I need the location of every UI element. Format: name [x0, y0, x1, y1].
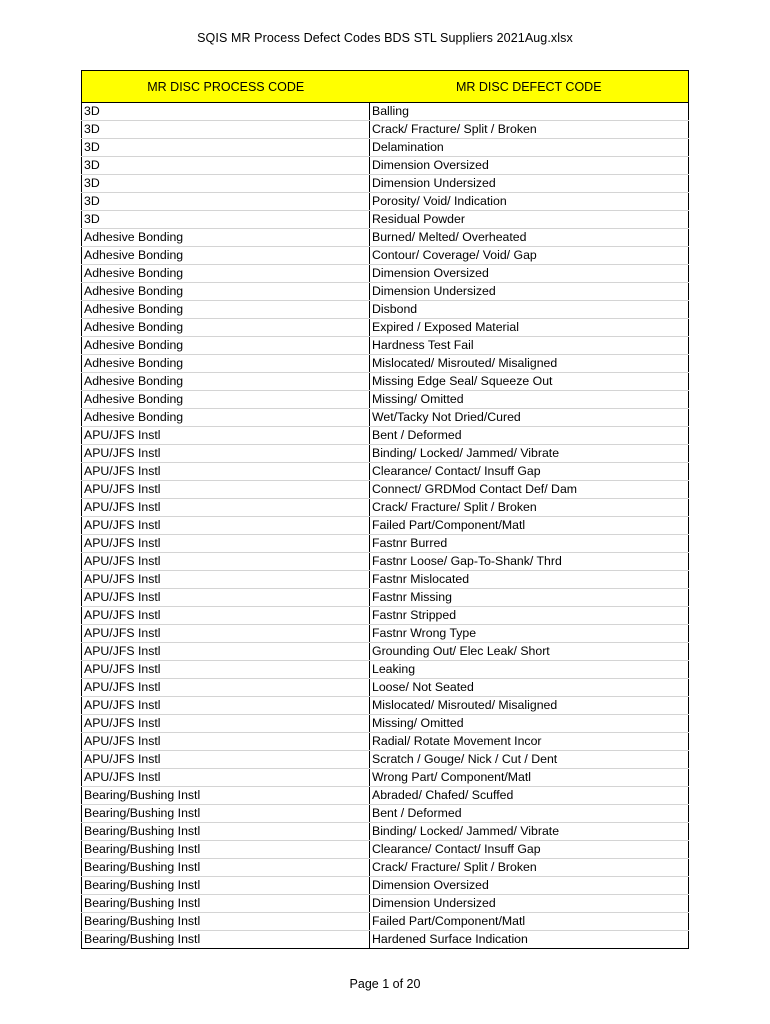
table-row — [82, 229, 689, 247]
table-row — [82, 301, 689, 319]
table-row — [82, 643, 689, 661]
column-header-defect-code: MR DISC DEFECT CODE — [370, 71, 689, 103]
defect-code-cell: Delamination — [370, 139, 689, 157]
table-row — [82, 103, 689, 121]
defect-code-cell: Radial/ Rotate Movement Incor — [370, 733, 689, 751]
table-row — [82, 787, 689, 805]
table-row — [82, 733, 689, 751]
table-row — [82, 283, 689, 301]
defect-code-cell: Fastnr Missing — [370, 589, 689, 607]
process-code-cell: APU/JFS Instl — [82, 535, 370, 553]
process-code-cell: APU/JFS Instl — [82, 463, 370, 481]
process-code-cell: Bearing/Bushing Instl — [82, 913, 370, 931]
defect-code-cell: Wrong Part/ Component/Matl — [370, 769, 689, 787]
process-code-cell: 3D — [82, 211, 370, 229]
process-code-cell: Adhesive Bonding — [82, 319, 370, 337]
table-row — [82, 895, 689, 913]
defect-code-cell: Fastnr Burred — [370, 535, 689, 553]
defect-code-cell: Crack/ Fracture/ Split / Broken — [370, 499, 689, 517]
process-code-cell: APU/JFS Instl — [82, 481, 370, 499]
defect-code-cell: Connect/ GRDMod Contact Def/ Dam — [370, 481, 689, 499]
defect-code-cell: Wet/Tacky Not Dried/Cured — [370, 409, 689, 427]
process-code-cell: Adhesive Bonding — [82, 391, 370, 409]
process-code-cell: Adhesive Bonding — [82, 337, 370, 355]
defect-code-cell: Failed Part/Component/Matl — [370, 913, 689, 931]
process-code-cell: APU/JFS Instl — [82, 643, 370, 661]
process-code-cell: Bearing/Bushing Instl — [82, 787, 370, 805]
defect-code-cell: Crack/ Fracture/ Split / Broken — [370, 859, 689, 877]
process-code-cell: 3D — [82, 193, 370, 211]
table-row — [82, 355, 689, 373]
defect-code-cell: Scratch / Gouge/ Nick / Cut / Dent — [370, 751, 689, 769]
table-row — [82, 571, 689, 589]
defect-code-cell: Dimension Undersized — [370, 175, 689, 193]
process-code-cell: Bearing/Bushing Instl — [82, 805, 370, 823]
table-row — [82, 391, 689, 409]
defect-code-cell: Binding/ Locked/ Jammed/ Vibrate — [370, 823, 689, 841]
process-code-cell: Bearing/Bushing Instl — [82, 931, 370, 949]
process-code-cell: Adhesive Bonding — [82, 301, 370, 319]
defect-code-cell: Residual Powder — [370, 211, 689, 229]
defect-code-cell: Fastnr Stripped — [370, 607, 689, 625]
defect-code-cell: Missing/ Omitted — [370, 391, 689, 409]
table-row — [82, 157, 689, 175]
defect-code-cell: Dimension Oversized — [370, 157, 689, 175]
process-code-cell: APU/JFS Instl — [82, 679, 370, 697]
process-code-cell: Bearing/Bushing Instl — [82, 895, 370, 913]
process-code-cell: APU/JFS Instl — [82, 517, 370, 535]
table-row — [82, 553, 689, 571]
process-code-cell: APU/JFS Instl — [82, 427, 370, 445]
process-code-cell: Adhesive Bonding — [82, 409, 370, 427]
process-code-cell: APU/JFS Instl — [82, 553, 370, 571]
table-body — [82, 103, 689, 949]
table-row — [82, 121, 689, 139]
table-row — [82, 931, 689, 949]
table-row — [82, 607, 689, 625]
process-code-cell: APU/JFS Instl — [82, 589, 370, 607]
defect-code-cell: Hardness Test Fail — [370, 337, 689, 355]
process-code-cell: APU/JFS Instl — [82, 661, 370, 679]
defect-code-cell: Contour/ Coverage/ Void/ Gap — [370, 247, 689, 265]
process-code-cell: 3D — [82, 157, 370, 175]
defect-code-cell: Missing/ Omitted — [370, 715, 689, 733]
defect-code-cell: Bent / Deformed — [370, 805, 689, 823]
process-code-cell: APU/JFS Instl — [82, 751, 370, 769]
column-header-process-code: MR DISC PROCESS CODE — [82, 71, 370, 103]
process-code-cell: APU/JFS Instl — [82, 769, 370, 787]
table-header-row — [82, 71, 689, 103]
process-code-cell: APU/JFS Instl — [82, 733, 370, 751]
table-row — [82, 373, 689, 391]
table-row — [82, 625, 689, 643]
page-footer: Page 1 of 20 — [349, 977, 421, 991]
defect-code-table — [81, 70, 689, 949]
defect-code-cell: Burned/ Melted/ Overheated — [370, 229, 689, 247]
table-row — [82, 337, 689, 355]
defect-code-cell: Fastnr Mislocated — [370, 571, 689, 589]
defect-code-cell: Crack/ Fracture/ Split / Broken — [370, 121, 689, 139]
defect-code-cell: Disbond — [370, 301, 689, 319]
defect-code-cell: Failed Part/Component/Matl — [370, 517, 689, 535]
table-row — [82, 481, 689, 499]
table-row — [82, 211, 689, 229]
table-row — [82, 535, 689, 553]
process-code-cell: Bearing/Bushing Instl — [82, 859, 370, 877]
process-code-cell: Adhesive Bonding — [82, 247, 370, 265]
defect-code-cell: Abraded/ Chafed/ Scuffed — [370, 787, 689, 805]
page-header: SQIS MR Process Defect Codes BDS STL Suppliers 2021Aug.xlsx — [197, 31, 573, 45]
process-code-cell: 3D — [82, 139, 370, 157]
table-row — [82, 679, 689, 697]
defect-code-cell: Expired / Exposed Material — [370, 319, 689, 337]
table-row — [82, 751, 689, 769]
process-code-cell: Adhesive Bonding — [82, 355, 370, 373]
table-row — [82, 859, 689, 877]
table-row — [82, 319, 689, 337]
process-code-cell: Adhesive Bonding — [82, 229, 370, 247]
process-code-cell: APU/JFS Instl — [82, 445, 370, 463]
table-row — [82, 409, 689, 427]
process-code-cell: Adhesive Bonding — [82, 265, 370, 283]
defect-code-cell: Clearance/ Contact/ Insuff Gap — [370, 841, 689, 859]
process-code-cell: APU/JFS Instl — [82, 499, 370, 517]
table-row — [82, 139, 689, 157]
table-row — [82, 823, 689, 841]
defect-code-cell: Dimension Undersized — [370, 895, 689, 913]
table-row — [82, 715, 689, 733]
defect-code-cell: Mislocated/ Misrouted/ Misaligned — [370, 697, 689, 715]
table-row — [82, 877, 689, 895]
process-code-cell: APU/JFS Instl — [82, 715, 370, 733]
defect-code-cell: Dimension Oversized — [370, 877, 689, 895]
process-code-cell: 3D — [82, 121, 370, 139]
defect-code-cell: Dimension Oversized — [370, 265, 689, 283]
defect-code-cell: Grounding Out/ Elec Leak/ Short — [370, 643, 689, 661]
process-code-cell: Bearing/Bushing Instl — [82, 877, 370, 895]
table-row — [82, 517, 689, 535]
process-code-cell: APU/JFS Instl — [82, 607, 370, 625]
table-row — [82, 463, 689, 481]
table-row — [82, 841, 689, 859]
table-row — [82, 265, 689, 283]
defect-code-cell: Clearance/ Contact/ Insuff Gap — [370, 463, 689, 481]
defect-code-cell: Loose/ Not Seated — [370, 679, 689, 697]
defect-code-cell: Dimension Undersized — [370, 283, 689, 301]
table-row — [82, 193, 689, 211]
defect-code-cell: Fastnr Wrong Type — [370, 625, 689, 643]
table-row — [82, 697, 689, 715]
table-row — [82, 445, 689, 463]
process-code-cell: 3D — [82, 175, 370, 193]
process-code-cell: Adhesive Bonding — [82, 373, 370, 391]
process-code-cell: Bearing/Bushing Instl — [82, 823, 370, 841]
process-code-cell: APU/JFS Instl — [82, 697, 370, 715]
table-row — [82, 589, 689, 607]
table-row — [82, 427, 689, 445]
defect-code-cell: Missing Edge Seal/ Squeeze Out — [370, 373, 689, 391]
process-code-cell: APU/JFS Instl — [82, 571, 370, 589]
process-code-cell: Bearing/Bushing Instl — [82, 841, 370, 859]
defect-code-cell: Leaking — [370, 661, 689, 679]
table-row — [82, 247, 689, 265]
table-row — [82, 661, 689, 679]
defect-code-cell: Fastnr Loose/ Gap-To-Shank/ Thrd — [370, 553, 689, 571]
process-code-cell: 3D — [82, 103, 370, 121]
defect-code-cell: Hardened Surface Indication — [370, 931, 689, 949]
defect-code-cell: Porosity/ Void/ Indication — [370, 193, 689, 211]
table-row — [82, 175, 689, 193]
table-row — [82, 499, 689, 517]
table-row — [82, 805, 689, 823]
table-row — [82, 913, 689, 931]
defect-code-cell: Bent / Deformed — [370, 427, 689, 445]
defect-code-cell: Balling — [370, 103, 689, 121]
process-code-cell: Adhesive Bonding — [82, 283, 370, 301]
process-code-cell: APU/JFS Instl — [82, 625, 370, 643]
defect-code-cell: Mislocated/ Misrouted/ Misaligned — [370, 355, 689, 373]
defect-code-cell: Binding/ Locked/ Jammed/ Vibrate — [370, 445, 689, 463]
table-row — [82, 769, 689, 787]
